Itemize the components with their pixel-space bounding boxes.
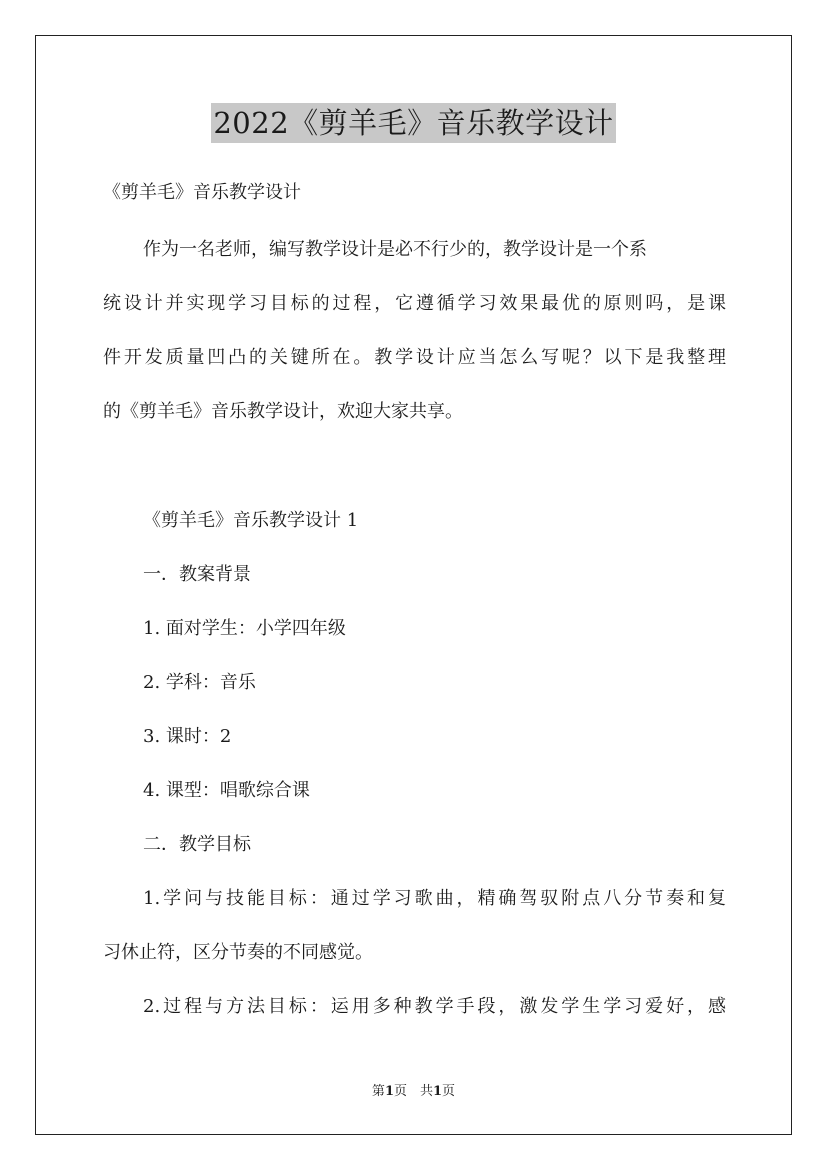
title-container bbox=[0, 103, 827, 143]
background-item-3: 3. 课时：2 bbox=[143, 726, 232, 747]
document-title: 2022《剪羊毛》音乐教学设计 bbox=[211, 103, 615, 143]
goal-1-line-1: 1.学问与技能目标：通过学习歌曲，精确驾驭附点八分节奏和复 bbox=[143, 888, 726, 909]
document-subtitle: 《剪羊毛》音乐教学设计 bbox=[103, 182, 301, 203]
background-item-1: 1. 面对学生：小学四年级 bbox=[143, 618, 346, 639]
background-item-4: 4. 课型：唱歌综合课 bbox=[143, 780, 310, 801]
intro-line-1: 作为一名老师，编写教学设计是必不行少的，教学设计是一个系 bbox=[143, 239, 647, 260]
footer-mid: 页 共 bbox=[393, 1084, 433, 1099]
goal-1-line-2: 习休止符，区分节奏的不同感觉。 bbox=[103, 942, 373, 963]
intro-line-3: 件开发质量凹凸的关键所在。教学设计应当怎么写呢？以下是我整理 bbox=[103, 347, 726, 368]
page-footer bbox=[0, 1083, 827, 1101]
section-title: 《剪羊毛》音乐教学设计 1 bbox=[143, 510, 359, 531]
heading-goals: 二．教学目标 bbox=[143, 834, 251, 855]
background-item-2: 2. 学科：音乐 bbox=[143, 672, 256, 693]
footer-page-total: 1 bbox=[433, 1084, 443, 1099]
footer-prefix: 第 bbox=[371, 1084, 385, 1099]
intro-line-4: 的《剪羊毛》音乐教学设计，欢迎大家共享。 bbox=[103, 401, 463, 422]
footer-page-current: 1 bbox=[384, 1084, 394, 1099]
goal-2-line-1: 2.过程与方法目标：运用多种教学手段，激发学生学习爱好，感 bbox=[143, 996, 726, 1017]
heading-background: 一．教案背景 bbox=[143, 564, 251, 585]
footer-suffix: 页 bbox=[442, 1084, 456, 1099]
intro-line-2: 统设计并实现学习目标的过程，它遵循学习效果最优的原则吗，是课 bbox=[103, 293, 726, 314]
